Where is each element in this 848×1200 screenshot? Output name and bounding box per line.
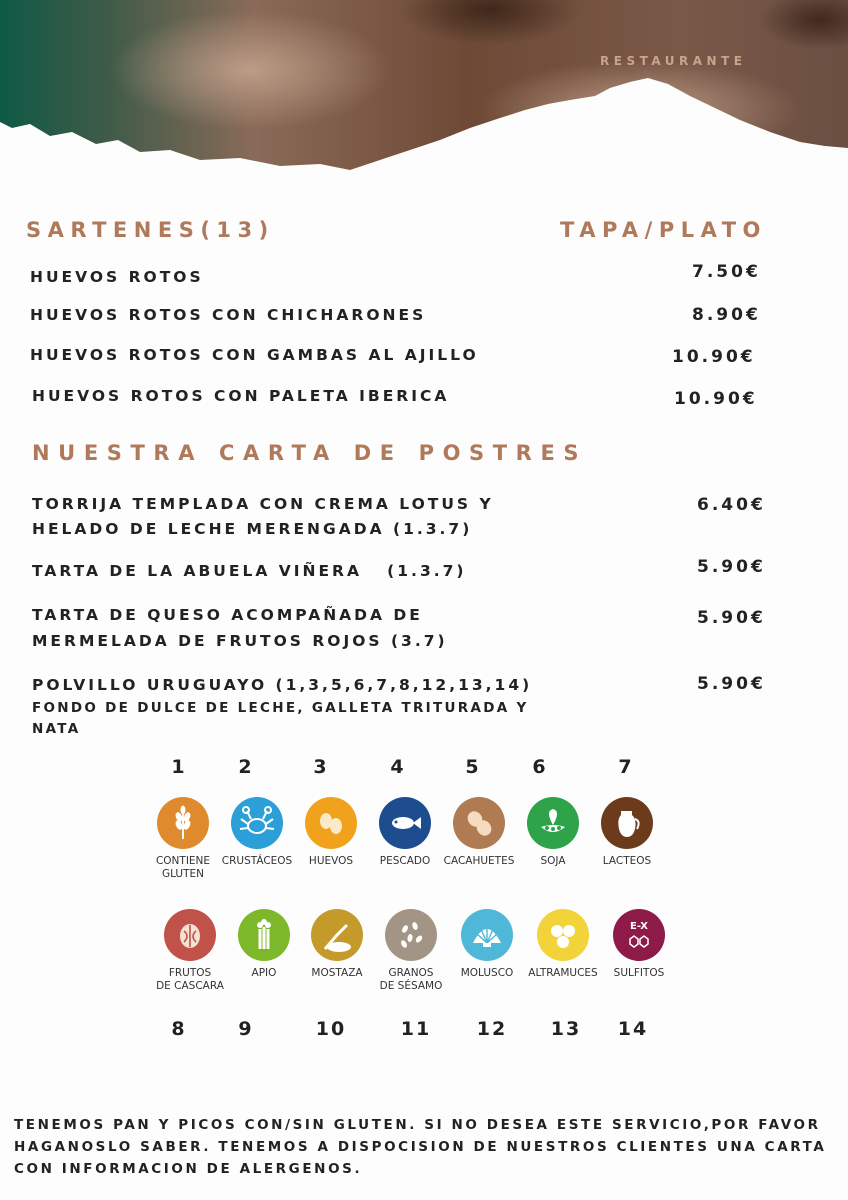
allergen-gluten [143, 797, 223, 881]
allergen-number: 2 [238, 756, 254, 778]
menu-item-name: HUEVOS ROTOS CON PALETA IBERICA [32, 387, 450, 405]
torn-photo-banner [0, 0, 848, 180]
menu-item-name: HUEVOS ROTOS CON GAMBAS AL AJILLO [30, 346, 479, 364]
allergen-label: ALTRAMUCES [528, 967, 598, 979]
allergen-number: 10 [315, 1018, 347, 1040]
allergen-number: 9 [238, 1018, 254, 1040]
sulfite-badge: E-X [630, 921, 648, 932]
shell-icon [461, 909, 513, 961]
allergen-frutos-cascara [150, 909, 230, 993]
allergen-label-line2: DE SÉSAMO [379, 980, 443, 992]
allergen-label: CONTIENE [155, 855, 211, 867]
menu-item-name: TARTA DE LA ABUELA VIÑERA (1.3.7) [32, 562, 467, 580]
menu-item-name-line2: MERMELADA DE FRUTOS ROJOS (3.7) [32, 632, 448, 650]
allergen-label: SOJA [540, 855, 566, 867]
allergen-pescado [365, 797, 445, 868]
allergen-number: 3 [313, 756, 329, 778]
allergen-number: 1 [171, 756, 187, 778]
allergen-cacahuetes [439, 797, 519, 868]
menu-item-price: 8.90€ [692, 305, 761, 325]
allergen-crustaceos [217, 797, 297, 868]
allergen-label: CACAHUETES [443, 855, 515, 867]
allergen-number: 5 [465, 756, 481, 778]
allergen-label: PESCADO [379, 855, 431, 867]
allergen-number: 14 [617, 1018, 649, 1040]
milk-jug-icon [601, 797, 653, 849]
lupin-icon [537, 909, 589, 961]
allergen-label-line2: DE CASCARA [156, 980, 224, 992]
allergen-label: HUEVOS [308, 855, 354, 867]
soy-icon [527, 797, 579, 849]
celery-icon [238, 909, 290, 961]
menu-item-name: TARTA DE QUESO ACOMPAÑADA DE [32, 606, 423, 624]
allergen-altramuces [523, 909, 603, 980]
menu-item-price: 5.90€ [697, 674, 766, 694]
allergen-apio [224, 909, 304, 980]
wheat-icon [157, 797, 209, 849]
footer-note [14, 1114, 844, 1180]
menu-item-name: HUEVOS ROTOS [30, 268, 204, 286]
eggs-icon [305, 797, 357, 849]
menu-item-price: 5.90€ [697, 608, 766, 628]
menu-item-name: TORRIJA TEMPLADA CON CREMA LOTUS Y [32, 495, 494, 513]
peanut-icon [453, 797, 505, 849]
menu-item-price: 5.90€ [697, 557, 766, 577]
footer-line: CON INFORMACION DE ALERGENOS. [14, 1161, 363, 1177]
fish-icon [379, 797, 431, 849]
allergen-number: 7 [618, 756, 634, 778]
allergen-molusco [447, 909, 527, 980]
menu-item-name: POLVILLO URUGUAYO (1,3,5,6,7,8,12,13,14) [32, 676, 533, 694]
allergen-number: 4 [390, 756, 406, 778]
allergen-soja [513, 797, 593, 868]
allergen-label: CRUSTÁCEOS [221, 855, 293, 867]
nut-icon [164, 909, 216, 961]
menu-item-description-line2: NATA [32, 721, 81, 737]
allergen-label-line2: GLUTEN [161, 868, 205, 880]
menu-item-description: FONDO DE DULCE DE LECHE, GALLETA TRITURADA Y [32, 700, 529, 716]
allergen-label: APIO [251, 967, 277, 979]
menu-item-name-line2: HELADO DE LECHE MERENGADA (1.3.7) [32, 520, 473, 538]
allergen-label: MOLUSCO [460, 967, 514, 979]
sulfite-icon [613, 909, 665, 961]
section-title-postres: NUESTRA CARTA DE POSTRES [32, 441, 588, 465]
allergen-number: 12 [476, 1018, 508, 1040]
mustard-icon [311, 909, 363, 961]
allergen-number: 8 [171, 1018, 187, 1040]
allergen-huevos [291, 797, 371, 868]
allergen-sesamo [371, 909, 451, 993]
menu-item-price: 10.90€ [672, 347, 756, 367]
brand-label: RESTAURANTE [600, 54, 747, 68]
allergen-label: LACTEOS [602, 855, 652, 867]
allergen-sulfitos [599, 909, 679, 980]
allergen-label: FRUTOS [168, 967, 212, 979]
footer-line: HAGANOSLO SABER. TENEMOS A DISPOCISION DE NUESTROS CLIENTES UNA CARTA [14, 1139, 827, 1155]
allergen-mostaza [297, 909, 377, 980]
allergen-label: MOSTAZA [311, 967, 363, 979]
crab-icon [231, 797, 283, 849]
allergen-lacteos [587, 797, 667, 868]
allergen-label: SULFITOS [613, 967, 665, 979]
section-title-sartenes: SARTENES(13) [26, 218, 275, 242]
header-photo [0, 0, 848, 180]
menu-item-price: 10.90€ [674, 389, 758, 409]
column-header-tapa-plato: TAPA/PLATO [560, 218, 767, 242]
allergen-label: GRANOS [388, 967, 434, 979]
sesame-icon [385, 909, 437, 961]
allergen-number: 6 [532, 756, 548, 778]
footer-line: TENEMOS PAN Y PICOS CON/SIN GLUTEN. SI NO DESEA ESTE SERVICIO,POR FAVOR [14, 1117, 821, 1133]
menu-item-name: HUEVOS ROTOS CON CHICHARONES [30, 306, 427, 324]
menu-item-price: 7.50€ [692, 262, 761, 282]
allergen-number: 11 [400, 1018, 432, 1040]
allergen-number: 13 [550, 1018, 582, 1040]
menu-item-price: 6.40€ [697, 495, 766, 515]
